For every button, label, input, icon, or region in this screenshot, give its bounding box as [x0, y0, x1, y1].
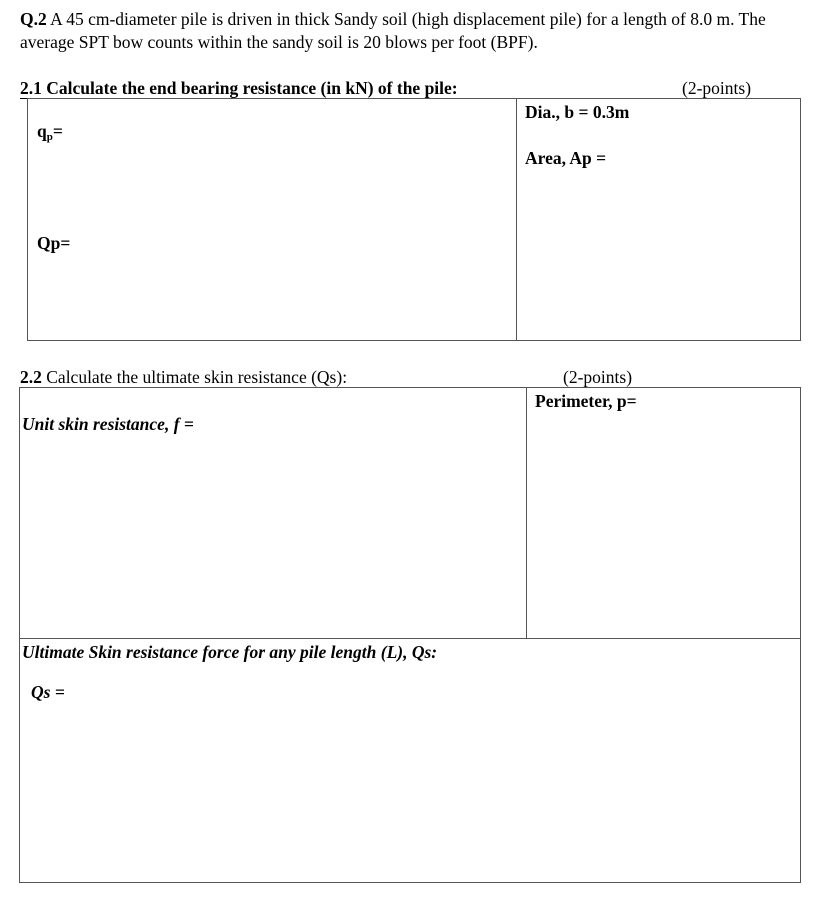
question-number: Q.2: [20, 9, 47, 29]
part2-title-text: Calculate the ultimate skin resistance (Qs):: [46, 367, 348, 387]
qp-subscript: p: [46, 131, 53, 143]
part2-answer-box: [19, 387, 801, 883]
question-text: A 45 cm-diameter pile is driven in thick Sandy soil (high displacement pile) for a length of 8.0 m. The average SPT bow counts within the sandy soil is 20 blows per foot (BPF).: [20, 9, 766, 52]
qp-label: [37, 120, 63, 142]
area-label: Area, Ap =: [525, 148, 607, 168]
question-statement: [20, 8, 815, 54]
part1-answer-box: [27, 98, 801, 341]
part1-divider: [516, 98, 517, 341]
diameter-label: Dia., b = 0.3m: [525, 102, 630, 122]
qp-symbol: q: [37, 121, 47, 141]
part2-title: [20, 366, 347, 388]
qp-equals: =: [52, 121, 63, 141]
qs-label: Qs =: [31, 682, 65, 702]
part1-points: (2-points): [682, 78, 752, 98]
Qp-label: Qp=: [37, 233, 71, 253]
perimeter-label: Perimeter, p=: [535, 391, 637, 411]
part2-title-number: 2.2: [20, 367, 42, 387]
unit-skin-resistance-label: Unit skin resistance, f =: [22, 414, 194, 434]
part2-points: (2-points): [563, 367, 633, 387]
part2-row-divider: [19, 638, 801, 639]
ultimate-skin-resistance-label: Ultimate Skin resistance force for any pile length (L), Qs:: [22, 642, 438, 662]
part1-title: 2.1 Calculate the end bearing resistance (in kN) of the pile:: [20, 78, 458, 98]
part2-divider: [526, 387, 527, 638]
